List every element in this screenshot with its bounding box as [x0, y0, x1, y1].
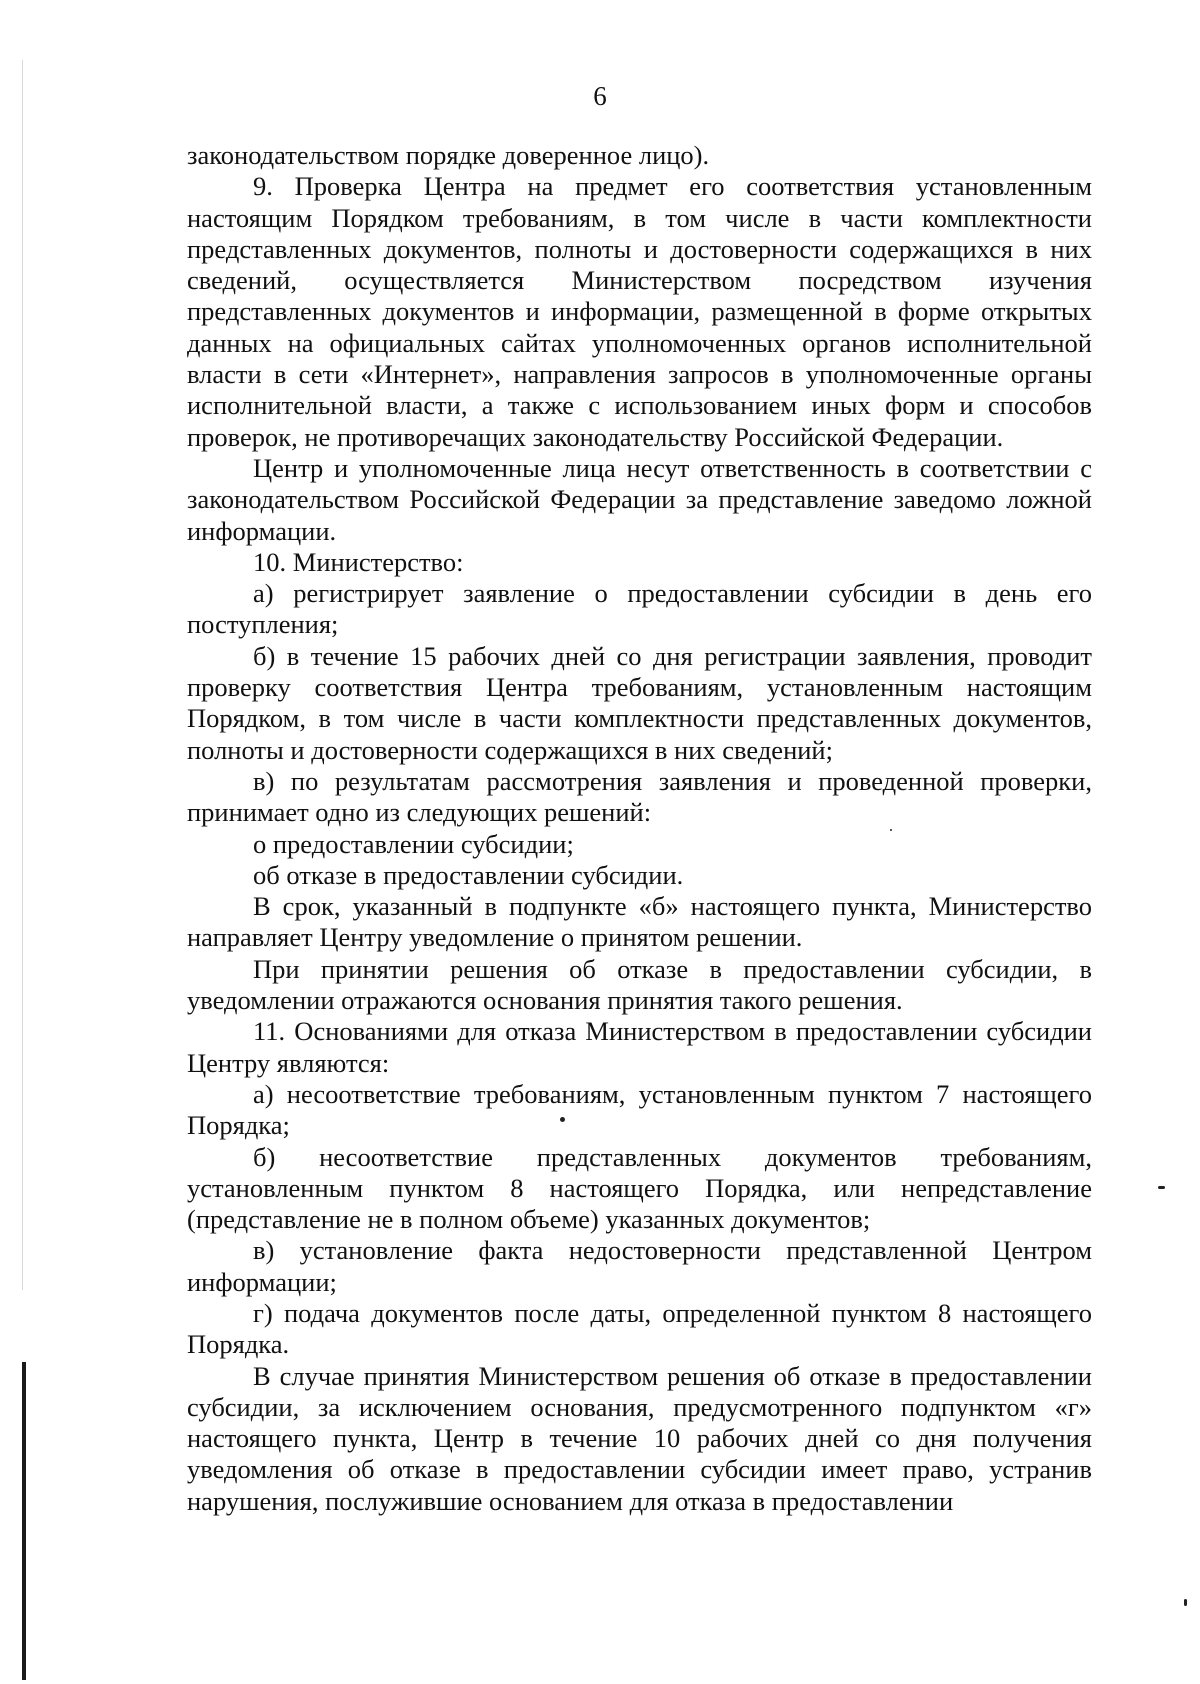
scan-speck: [890, 829, 892, 831]
document-body: [187, 140, 1092, 1517]
paragraph: в) по результатам рассмотрения заявления и проведенной проверки, принимает одно из следующих решений:: [187, 765, 1092, 828]
paragraph: б) несоответствие представленных документов требованиям, установленным пунктом 8 настоящего Порядка, или непредставление (представление не в полном объеме) указанных документов;: [187, 1141, 1092, 1235]
paragraph: 9. Проверка Центра на предмет его соответствия установленным настоящим Порядком требованиям, в том числе в части комплектности представленных документов, полноты и достоверности содержащихся в них сведений, осуществляется Министерством посредством изучения представленных документов и информации, размещенной в форме открытых данных на официальных сайтах уполномоченных органов исполнительной власти в сети «Интернет», направления запросов в уполномоченные органы исполнительной власти, а также с использованием иных форм и способов проверок, не противоречащих законодательству Российской Федерации.: [187, 171, 1092, 452]
paragraph: б) в течение 15 рабочих дней со дня регистрации заявления, проводит проверку соответствия Центра требованиям, установленным настоящим Порядком, в том числе в части комплектности представленных документов, полноты и достоверности содержащихся в них сведений;: [187, 640, 1092, 765]
scan-edge-shadow: [22, 60, 23, 1290]
scan-speck: [1158, 1186, 1165, 1189]
paragraph: 10. Министерство:: [253, 546, 464, 577]
paragraph: об отказе в предоставлении субсидии.: [253, 859, 684, 890]
page-number: 6: [593, 81, 607, 111]
paragraph: а) несоответствие требованиям, установленным пунктом 7 настоящего Порядка;: [187, 1078, 1092, 1141]
paragraph: В случае принятия Министерством решения об отказе в предоставлении субсидии, за исключением основания, предусмотренного подпунктом «г» настоящего пункта, Центр в течение 10 рабочих дней со дня получения уведомления об отказе в предоставлении субсидии имеет право, устранив нарушения, послужившие основанием для отказа в предоставлении: [187, 1360, 1092, 1516]
paragraph: 11. Основаниями для отказа Министерством в предоставлении субсидии Центру являются:: [187, 1016, 1092, 1078]
scan-speck: [560, 1117, 565, 1122]
paragraph: В срок, указанный в подпункте «б» настоящего пункта, Министерство направляет Центру уведомление о принятом решении.: [187, 891, 1092, 953]
paragraph: законодательством порядке доверенное лицо).: [187, 140, 710, 170]
paragraph: о предоставлении субсидии;: [253, 828, 574, 859]
scan-speck: [1184, 1599, 1187, 1606]
paragraph: в) установление факта недостоверности представленной Центром информации;: [187, 1235, 1092, 1297]
scan-binding-mark: [22, 1362, 26, 1680]
paragraph: а) регистрирует заявление о предоставлении субсидии в день его поступления;: [187, 578, 1092, 640]
paragraph: Центр и уполномоченные лица несут ответственность в соответствии с законодательством Российской Федерации за представление заведомо ложной информации.: [187, 452, 1092, 546]
paragraph: При принятии решения об отказе в предоставлении субсидии, в уведомлении отражаются основания принятия такого решения.: [187, 953, 1092, 1016]
paragraph: г) подача документов после даты, определенной пунктом 8 настоящего Порядка.: [187, 1297, 1092, 1360]
